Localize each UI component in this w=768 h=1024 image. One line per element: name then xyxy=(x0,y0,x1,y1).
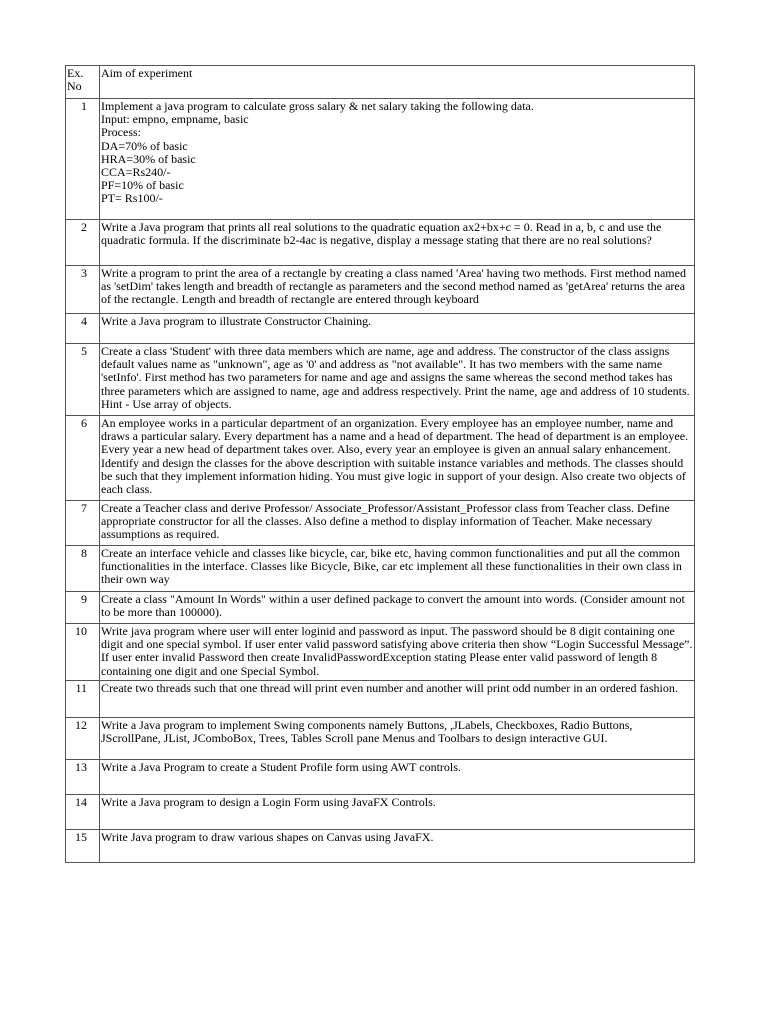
table-row xyxy=(66,795,695,830)
row-aim: Write a Java program that prints all real solutions to the quadratic equation ax2+bx+c = 0. Read in a, b, c and use the quadratic formula. If the discriminate b2-4ac is negative, display a message stating that there are no real solutions? xyxy=(100,220,695,266)
header-aim: Aim of experiment xyxy=(100,66,695,99)
row-aim: An employee works in a particular department of an organization. Every employee has an employee number, name and draws a particular salary. Every department has a name and a head of department. The head of department is an employee. Every year a new head of department takes over. Also, every year an employee is given an annual salary enhancement. Identify and design the classes for the above description with suitable instance variables and methods. The classes should be such that they implement information hiding. You must give logic in support of your design. Also create two objects of each class. xyxy=(100,416,695,501)
row-number: 2 xyxy=(66,220,100,266)
table-row xyxy=(66,592,695,624)
row-aim: Write java program where user will enter loginid and password as input. The password should be 8 digit containing one digit and one special symbol. If user enter valid password satisfying above criteria then show “Login Successful Message”. If user enter invalid Password then create InvalidPasswordException stating Please enter valid password of length 8 containing one digit and one Special Symbol. xyxy=(100,624,695,681)
table-row xyxy=(66,501,695,546)
row-aim: Write a Java program to design a Login Form using JavaFX Controls. xyxy=(100,795,695,830)
row-aim: Implement a java program to calculate gross salary & net salary taking the following data. Input: empno, empname, basic Process: DA=70% of basic HRA=30% of basic CCA=Rs240/- PF=10% of basic PT= Rs100/- xyxy=(100,99,695,220)
table-row xyxy=(66,99,695,220)
row-aim: Create two threads such that one thread will print even number and another will print odd number in an ordered fashion. xyxy=(100,681,695,718)
row-number: 13 xyxy=(66,760,100,795)
row-number: 5 xyxy=(66,344,100,416)
row-number: 14 xyxy=(66,795,100,830)
table-row xyxy=(66,681,695,718)
row-aim: Create an interface vehicle and classes like bicycle, car, bike etc, having common functionalities and put all the common functionalities in the interface. Classes like Bicycle, Bike, car etc implement all these functionalities in their own class in their own way xyxy=(100,546,695,592)
row-number: 7 xyxy=(66,501,100,546)
row-number: 3 xyxy=(66,266,100,314)
row-number: 9 xyxy=(66,592,100,624)
table-row xyxy=(66,220,695,266)
row-aim: Create a class "Amount In Words" within a user defined package to convert the amount into words. (Consider amount not to be more than 100000). xyxy=(100,592,695,624)
row-number: 4 xyxy=(66,314,100,344)
table-row xyxy=(66,416,695,501)
row-aim: Create a class 'Student' with three data members which are name, age and address. The constructor of the class assigns default values name as "unknown", age as '0' and address as "not available". It has two members with the same name 'setInfo'. First method has two parameters for name and age and assigns the same whereas the second method takes has three parameters which are assigned to name, age and address respectively. Print the name, age and address of 10 students. Hint - Use array of objects. xyxy=(100,344,695,416)
row-number: 1 xyxy=(66,99,100,220)
row-aim: Create a Teacher class and derive Professor/ Associate_Professor/Assistant_Professor class from Teacher class. Define appropriate constructor for all the classes. Also define a method to display information of Teacher. Make necessary assumptions as required. xyxy=(100,501,695,546)
table-row xyxy=(66,344,695,416)
row-aim: Write a program to print the area of a rectangle by creating a class named 'Area' having two methods. First method named as 'setDim' takes length and breadth of rectangle as parameters and the second method named as 'getArea' returns the area of the rectangle. Length and breadth of rectangle are entered through keyboard xyxy=(100,266,695,314)
row-aim: Write a Java program to illustrate Constructor Chaining. xyxy=(100,314,695,344)
table-header-row xyxy=(66,66,695,99)
experiment-table xyxy=(65,65,695,863)
header-ex-no: Ex. No xyxy=(66,66,100,99)
table-row xyxy=(66,266,695,314)
table-row xyxy=(66,830,695,863)
row-number: 10 xyxy=(66,624,100,681)
table-row xyxy=(66,624,695,681)
row-aim: Write a Java Program to create a Student Profile form using AWT controls. xyxy=(100,760,695,795)
row-number: 11 xyxy=(66,681,100,718)
table-row xyxy=(66,718,695,760)
row-number: 15 xyxy=(66,830,100,863)
row-number: 8 xyxy=(66,546,100,592)
table-row xyxy=(66,546,695,592)
row-number: 6 xyxy=(66,416,100,501)
table-row xyxy=(66,760,695,795)
row-aim: Write Java program to draw various shapes on Canvas using JavaFX. xyxy=(100,830,695,863)
row-aim: Write a Java program to implement Swing components namely Buttons, ,JLabels, Checkboxes, Radio Buttons, JScrollPane, JList, JComboBox, Trees, Tables Scroll pane Menus and Toolbars to design interactive GUI. xyxy=(100,718,695,760)
table-row xyxy=(66,314,695,344)
row-number: 12 xyxy=(66,718,100,760)
